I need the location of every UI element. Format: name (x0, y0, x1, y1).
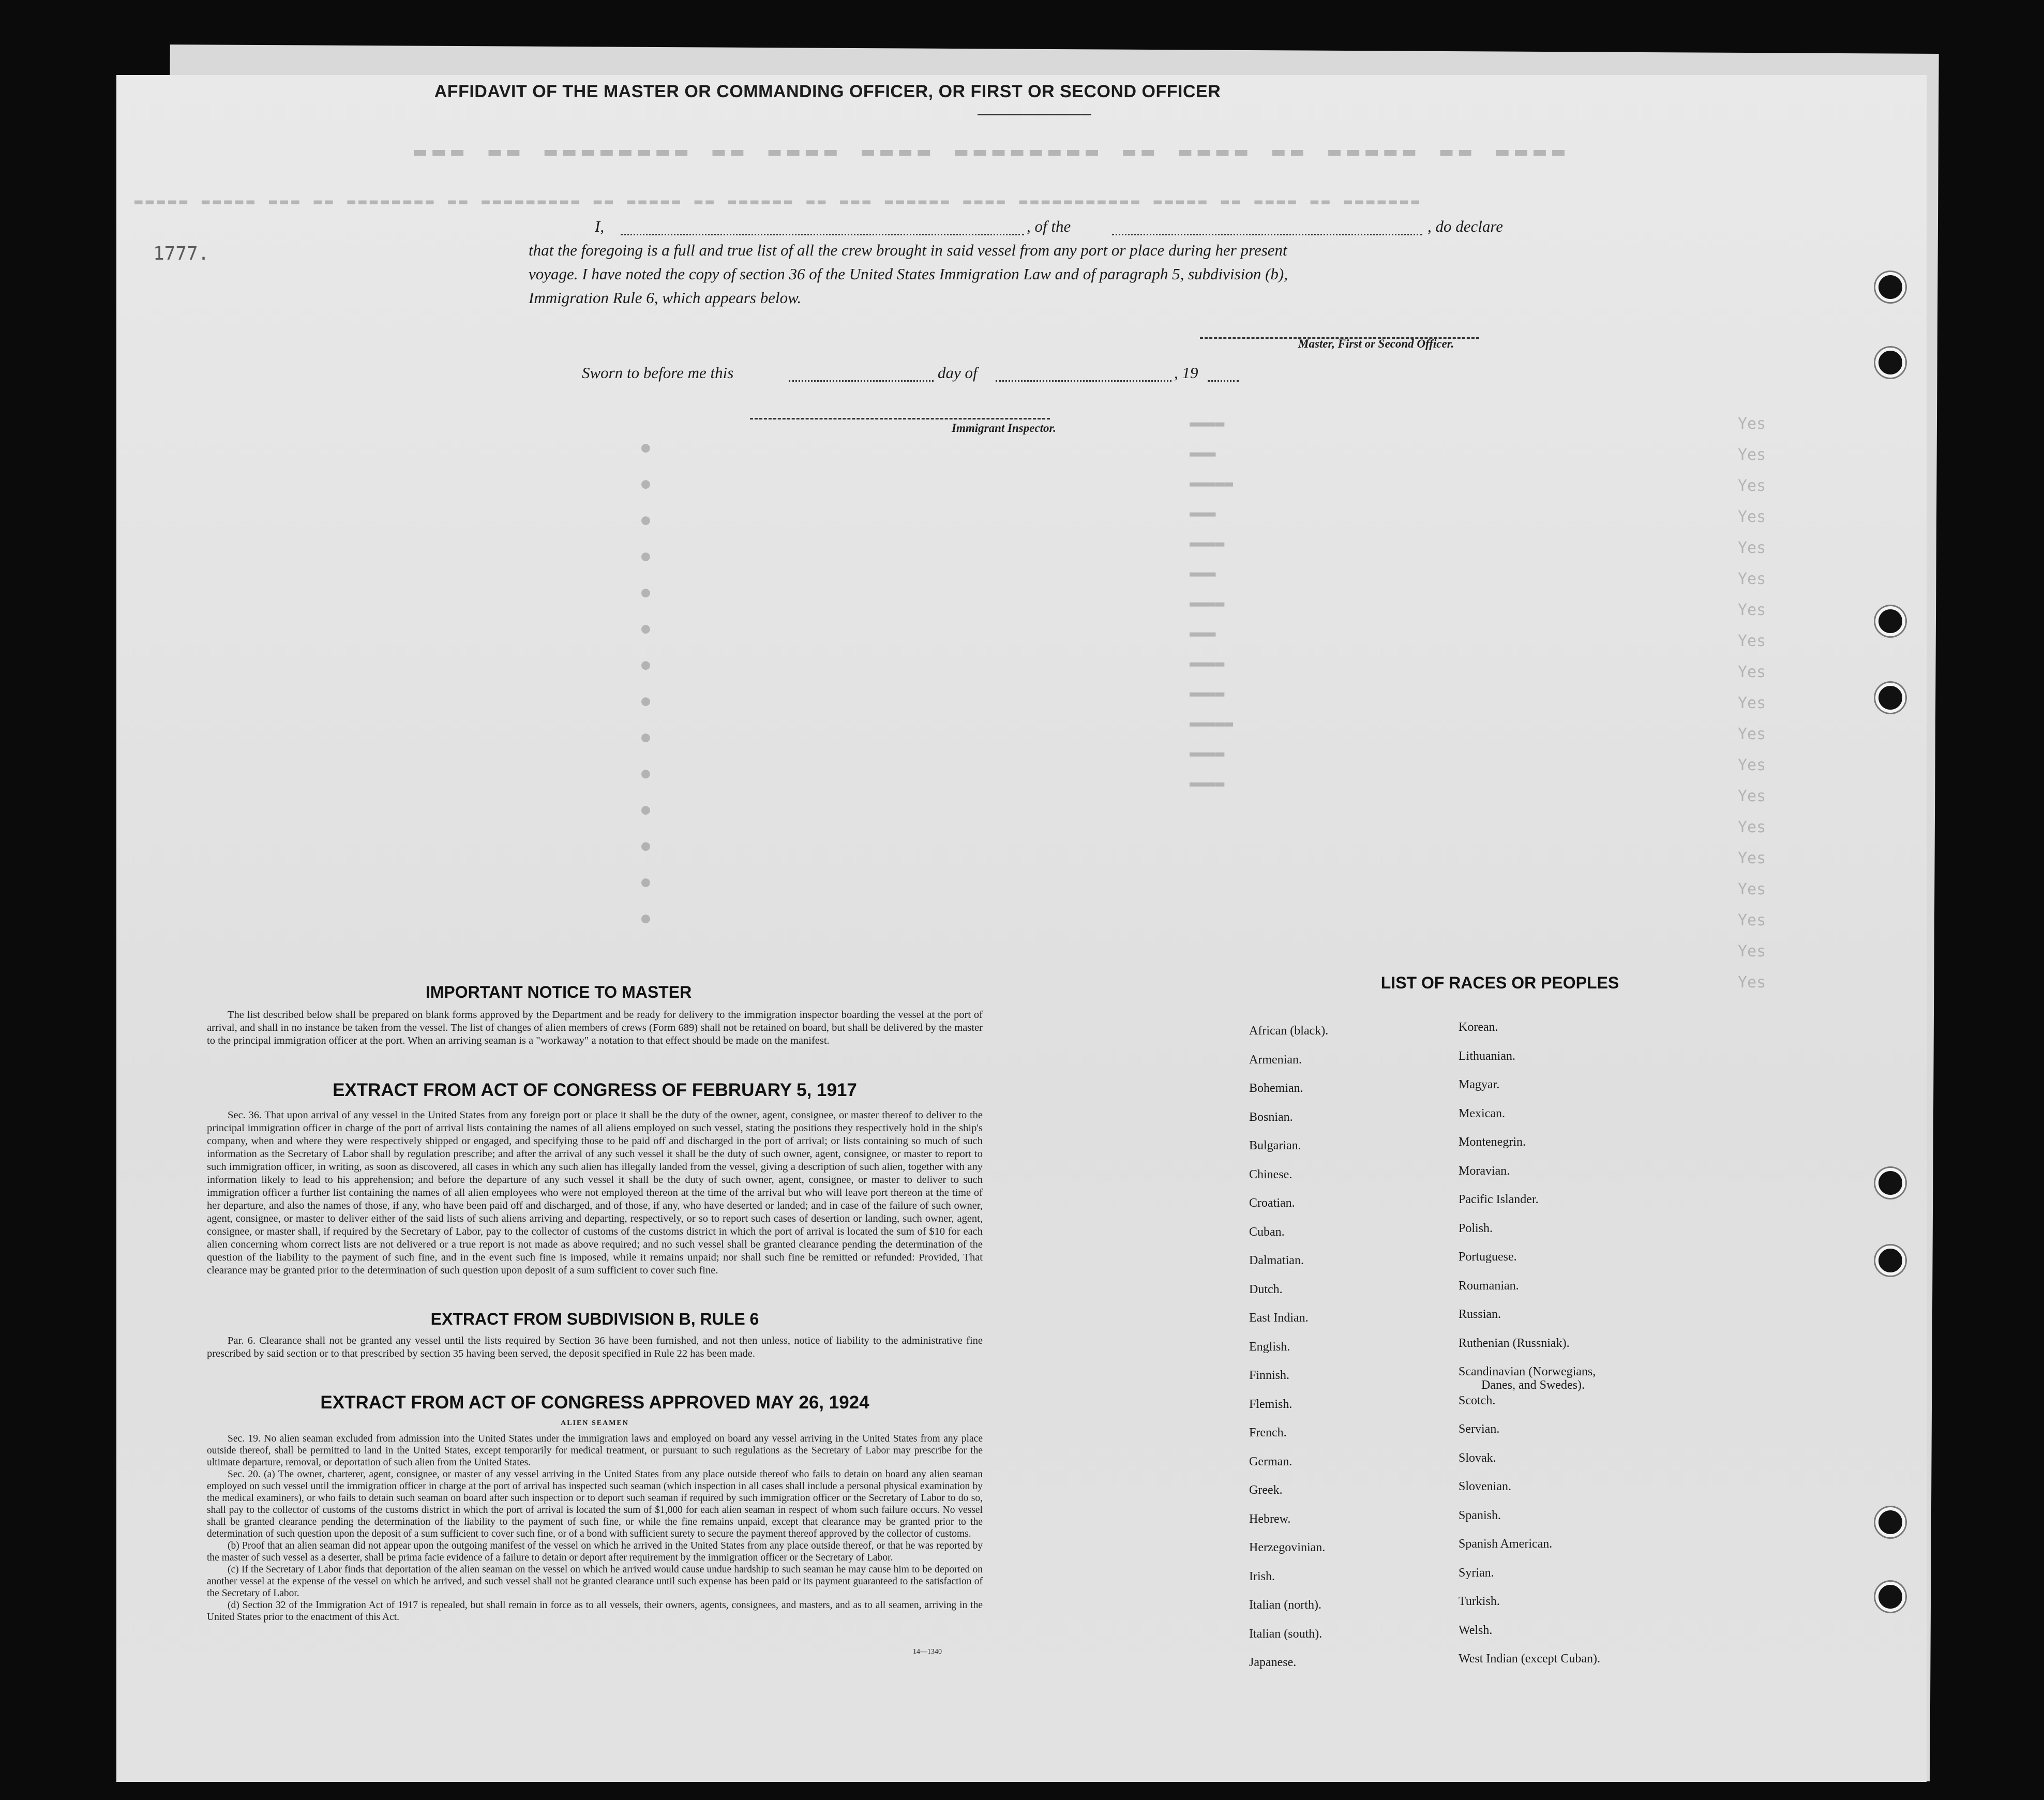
affidavit-title: AFFIDAVIT OF THE MASTER OR COMMANDING OFFICER, OR FIRST OR SECOND OFFICER (434, 82, 1221, 101)
race-item: Danes, and Swedes). (1481, 1378, 1585, 1392)
inspector-line (750, 418, 1050, 419)
extract-1924-body (207, 1433, 983, 1623)
vessel-prefix: , of the (1027, 217, 1071, 235)
race-item: Scotch. (1459, 1393, 1496, 1407)
binder-hole (1875, 272, 1905, 302)
race-item: Montenegrin. (1459, 1135, 1526, 1149)
sworn-line (582, 364, 1254, 384)
race-item: Slovenian. (1459, 1480, 1511, 1493)
binder-hole (1875, 1246, 1905, 1276)
vessel-name-blank (1112, 234, 1422, 235)
race-item: Armenian. (1249, 1053, 1302, 1067)
notice-heading: IMPORTANT NOTICE TO MASTER (425, 983, 692, 1001)
race-item: Mexican. (1459, 1106, 1505, 1120)
binder-hole (1875, 606, 1905, 636)
race-item: Magyar. (1459, 1078, 1500, 1091)
race-item: East Indian. (1249, 1311, 1309, 1325)
inspector-label: Immigrant Inspector. (952, 422, 1056, 434)
bleed-through-text: ▬▬▬ ▬▬ ▬▬▬▬▬▬▬▬ ▬▬ ▬▬▬▬ ▬▬▬▬ ▬▬▬▬▬▬▬▬ ▬▬ ▬▬▬▬ ▬▬ ▬▬▬▬▬ ▬▬ ▬▬▬▬ (414, 140, 1571, 163)
declaration-line-2: that the foregoing is a full and true list of all the crew brought in said vessel from any port or place during her present (529, 241, 1287, 259)
race-item: Polish. (1459, 1221, 1493, 1235)
declaration-line-3: voyage. I have noted the copy of section 36 of the United States Immigration Law and of paragraph 5, subdivision (b), (529, 265, 1288, 283)
binder-hole (1875, 1582, 1905, 1612)
binder-hole (1875, 348, 1905, 378)
form-number: 14—1340 (913, 1648, 942, 1656)
declare-suffix: , do declare (1427, 217, 1504, 235)
binder-hole (1875, 683, 1905, 713)
race-item: Flemish. (1249, 1397, 1292, 1411)
race-item: Pacific Islander. (1459, 1193, 1539, 1206)
declaration-line-1 (595, 217, 1526, 238)
sec-20a-text: Sec. 20. (a) The owner, charterer, agent, consignee, or master of any vessel arriving in the United States from any place outside thereof who fails to detain on board any alien seaman employed on such vessel until the immigration officer in charge at the port of arrival has inspected such seaman (which inspection in all cases shall include a personal physical examination by the medical examiners), or who fails to detain such seaman on board after such inspection or to deport such seaman if required by such immigration officer or the Secretary of Labor to do so, shall pay to the collector of customs of the customs district in which the port of arrival is located the sum of $1,000 for each alien seaman in respect of whom such failure occurs. No vessel shall be granted clearance pending the determination of the liability to the payment of such fine, or while the fine remains unpaid, except that clearance may be granted prior to the determination of such question upon the deposit of a sum sufficient to cover such fine, or of a bond with sufficient surety to secure the payment thereof approved by the collector of customs. (207, 1469, 983, 1539)
day-blank (789, 380, 934, 382)
notice-paragraph: The list described below shall be prepared on blank forms approved by the Department and be ready for delivery to the immigration inspector boarding the vessel at the port of arrival, and shall in no instance be taken from the vessel. The list of changes of alien members of crews (Form 689) shall not be retained on board, but shall be delivered by the master to the principal immigration officer at the port. When an arriving seaman is a "workaway" a notation to that effect should be made on the manifest. (207, 1009, 983, 1046)
rule6-heading: EXTRACT FROM SUBDIVISION B, RULE 6 (430, 1310, 759, 1328)
races-heading: LIST OF RACES OR PEOPLES (1380, 973, 1619, 992)
race-item: Bohemian. (1249, 1082, 1303, 1095)
race-item: Cuban. (1249, 1225, 1285, 1239)
race-item: Spanish. (1459, 1508, 1501, 1522)
bleed-through-text: ▬▬▬▬▬ ▬▬▬▬▬ ▬▬▬ ▬▬ ▬▬▬▬▬▬▬▬ ▬▬ ▬▬▬▬▬▬▬▬▬ ▬▬ ▬▬▬▬▬ ▬▬ ▬▬▬▬▬▬ ▬▬ ▬▬▬ ▬▬▬▬▬▬ ▬▬▬▬ ▬▬▬▬▬▬▬▬▬▬▬ ▬▬▬▬▬ ▬▬ ▬▬▬▬ ▬▬ ▬▬▬▬▬▬▬ (134, 194, 1423, 209)
sec-20d-text: (d) Section 32 of the Immigration Act of 1917 is repealed, but shall remain in force as to all vessels, their owners, agents, consignees, and masters, and as to all seamen, arriving in the United States prior to the enactment of this Act. (207, 1600, 983, 1623)
race-item: Slovak. (1459, 1451, 1496, 1465)
year-label: , 19 (1174, 364, 1198, 382)
sec-19-text: Sec. 19. No alien seaman excluded from admission into the United States under the immigration laws and employed on board any vessel arriving in the United States from any place outside thereof, shall be permitted to land in the United States, except temporarily for medical treatment, or pursuant to such regulations as the Secretary of Labor may prescribe for the ultimate departure, removal, or deportation of such alien from the United States. (207, 1433, 983, 1468)
race-item: Italian (north). (1249, 1598, 1321, 1612)
race-item: West Indian (except Cuban). (1459, 1652, 1600, 1666)
race-item: Korean. (1459, 1021, 1498, 1034)
race-item: Scandinavian (Norwegians, (1459, 1365, 1596, 1378)
race-item: Servian. (1459, 1422, 1500, 1436)
extract-1917-body (207, 1109, 983, 1277)
race-item: Finnish. (1249, 1369, 1290, 1382)
race-item: Bulgarian. (1249, 1139, 1301, 1152)
rule6-body (207, 1334, 983, 1360)
bleed-through-column: Yes Yes Yes Yes Yes Yes Yes Yes Yes Yes Yes Yes Yes Yes Yes Yes Yes Yes Yes (1738, 415, 1766, 992)
race-item: Japanese. (1249, 1656, 1297, 1669)
race-item: Turkish. (1459, 1595, 1500, 1608)
race-item: Dutch. (1249, 1282, 1283, 1296)
race-item: Welsh. (1459, 1623, 1493, 1637)
declarant-prefix: I, (595, 217, 605, 235)
race-item: Irish. (1249, 1569, 1275, 1583)
notice-body (207, 1009, 983, 1047)
sec-20b-text: (b) Proof that an alien seaman did not appear upon the outgoing manifest of the vessel on which he arrived in the United States from any place outside thereof, or that he was reported by the master of such vessel as a deserter, shall be prima facie evidence of a failure to detain or deport after requirement by the immigration officer or the Secretary of Labor. (207, 1540, 983, 1563)
extract-1917-heading: EXTRACT FROM ACT OF CONGRESS OF FEBRUARY 5, 1917 (333, 1080, 857, 1100)
race-item: Portuguese. (1459, 1250, 1517, 1264)
declaration-line-4: Immigration Rule 6, which appears below. (529, 289, 802, 307)
race-item: French. (1249, 1426, 1287, 1439)
par-6-text: Par. 6. Clearance shall not be granted any vessel until the lists required by Section 36 have been furnished, and not then unless, notice of liability to the administrative fine prescribed by said section or to that prescribed by section 35 having been served, the deposit specified in Rule 22 has been made. (207, 1335, 983, 1359)
race-item: Lithuanian. (1459, 1049, 1515, 1063)
race-item: Bosnian. (1249, 1110, 1293, 1124)
race-item: Moravian. (1459, 1164, 1510, 1178)
margin-number: 1777. (153, 243, 209, 264)
bleed-through-column: ● ● ● ● ● ● ● ● ● ● ● ● ● ● (641, 439, 650, 926)
race-item: Croatian. (1249, 1196, 1295, 1210)
sec-20c-text: (c) If the Secretary of Labor finds that deportation of the alien seaman on the vessel on which he arrived would cause undue hardship to such seaman he may cause him to be deported on another vessel at the expense of the vessel on which he arrived, and such vessel shall not be granted clearance until such expense has been paid or its payment guaranteed to the satisfaction of the Secretary of Labor. (207, 1564, 983, 1599)
race-item: Italian (south). (1249, 1627, 1322, 1641)
signature-label: Master, First or Second Officer. (1298, 337, 1454, 350)
extract-1924-heading: EXTRACT FROM ACT OF CONGRESS APPROVED MAY 26, 1924 (320, 1392, 869, 1413)
month-blank (996, 380, 1171, 382)
races-right-column (1459, 1021, 1748, 1672)
race-item: Ruthenian (Russniak). (1459, 1336, 1570, 1350)
section-36-text: Sec. 36. That upon arrival of any vessel in the United States from any foreign port or place it shall be the duty of the owner, agent, consignee, or master thereof to deliver to the principal immigration officer in charge of the port of arrival lists containing the names of all aliens employed on such vessel, stating the positions they respectively hold in the ship's company, when and where they were respectively shipped or engaged, and specifying those to be paid off and discharged in the port of arrival; or lists containing so much of such information as the Secretary of Labor shall by regulation prescribe; and after the arrival of any such vessel it shall be the duty of such owner, agent, consignee, or master to report to such immigration officer, in writing, as soon as discovered, all cases in which any such alien has illegally landed from the vessel, giving a description of such alien, together with any information likely to lead to his apprehension; and before the departure of any such vessel it shall be the duty of such owner, agent, consignee, or master to deliver to such immigration officer a further list containing the names of all alien employees who were not employed thereon at the time of the arrival but who will leave port thereon at the time of her departure, and also the names of those, if any, who have been paid off and discharged, and of those, if any, who have deserted or landed; and in case of the failure of such owner, agent, consignee, or master to deliver either of the said lists of such aliens arriving and departing, respectively, or so to report such cases of desertion or landing, such owner, agent, consignee, or master shall, if required by the Secretary of Labor, pay to the collector of customs of the customs district in which the port of arrival is located the sum of $10 for each alien concerning whom correct lists are not delivered or a true report is not made as above required; and no such vessel shall be granted clearance pending the determination of the question of the liability to the payment of such fine, and in the event such fine is imposed, while it remains unpaid; nor shall such fine be remitted or refunded: Provided, That clearance may be granted prior to the determination of such question upon deposit of a sum sufficient to cover such fine. (207, 1109, 983, 1276)
alien-seamen-subheading: ALIEN SEAMEN (561, 1419, 629, 1427)
binder-hole (1875, 1507, 1905, 1537)
year-blank (1208, 380, 1239, 382)
title-underline (978, 114, 1091, 115)
race-item: Dalmatian. (1249, 1254, 1304, 1267)
race-item: African (black). (1249, 1024, 1329, 1038)
bleed-through-column: ▬▬▬▬ ▬▬▬ ▬▬▬▬▬ ▬▬▬ ▬▬▬▬ ▬▬▬ ▬▬▬▬ ▬▬▬ ▬▬▬▬ ▬▬▬▬ ▬▬▬▬▬ ▬▬▬▬ ▬▬▬▬ (1190, 415, 1234, 792)
race-item: German. (1249, 1454, 1292, 1468)
binder-hole (1875, 1168, 1905, 1198)
declarant-name-blank (621, 234, 1024, 235)
day-of-label: day of (938, 364, 978, 382)
race-item: Roumanian. (1459, 1279, 1519, 1293)
race-item: Syrian. (1459, 1566, 1494, 1580)
sworn-label: Sworn to before me this (582, 364, 734, 382)
race-item: Herzegovinian. (1249, 1541, 1326, 1554)
race-item: English. (1249, 1340, 1290, 1354)
race-item: Russian. (1459, 1308, 1501, 1321)
race-item: Spanish American. (1459, 1537, 1553, 1551)
race-item: Chinese. (1249, 1167, 1292, 1181)
race-item: Hebrew. (1249, 1512, 1291, 1526)
race-item: Greek. (1249, 1483, 1283, 1497)
